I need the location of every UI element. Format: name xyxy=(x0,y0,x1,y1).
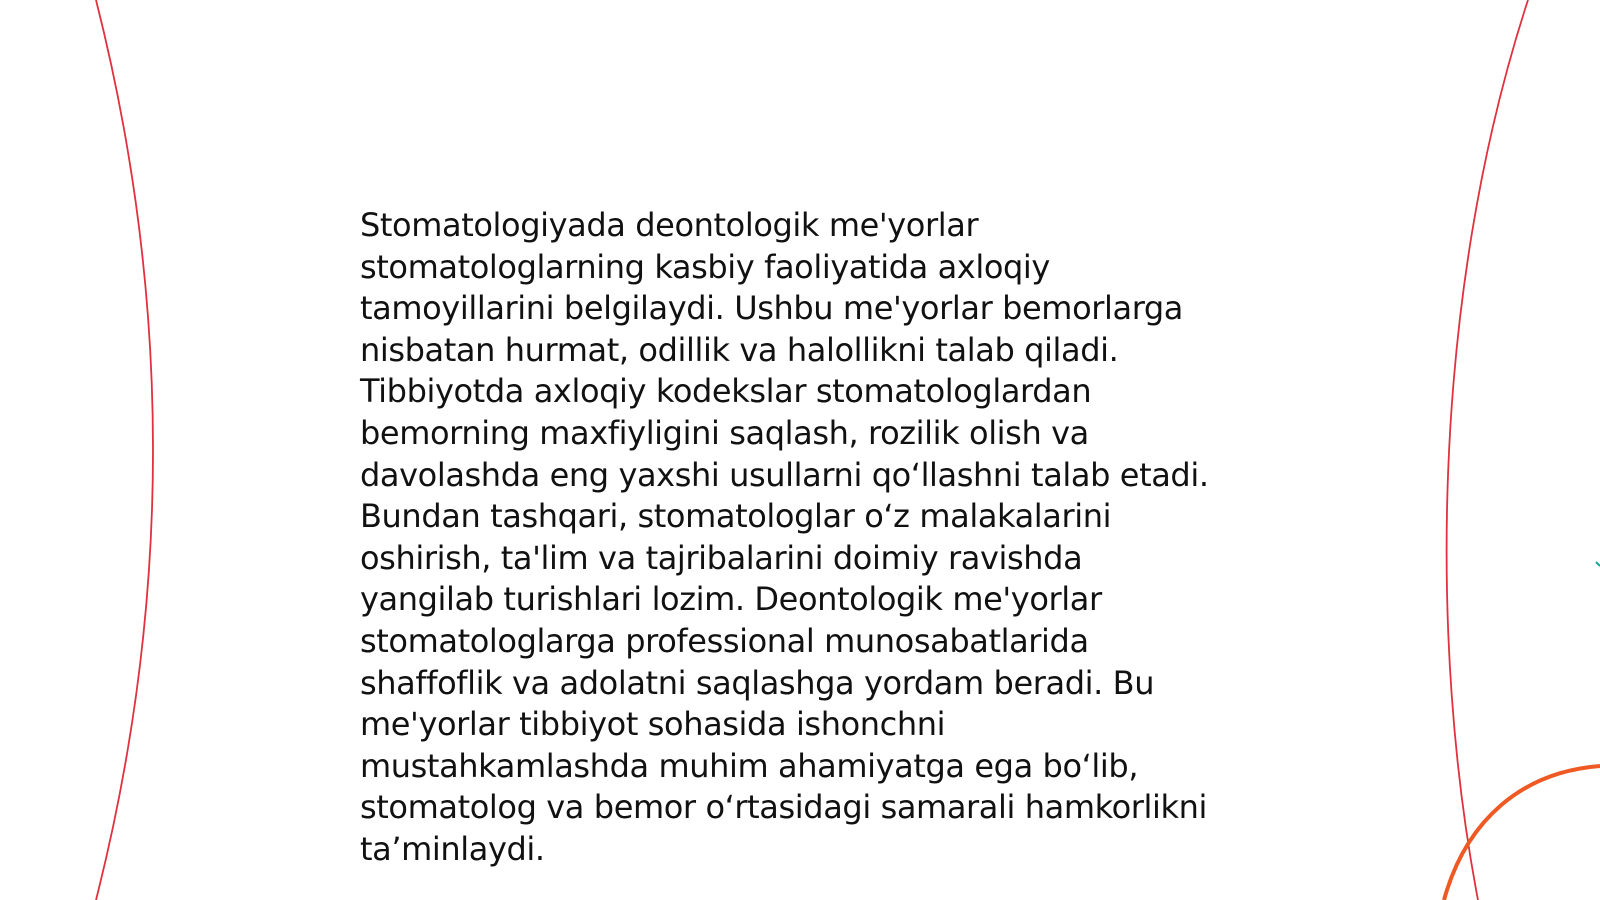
paragraph-line: Stomatologiyada deontologik me'yorlar xyxy=(360,206,979,244)
paragraph-line: stomatologlarga professional munosabatlarida xyxy=(360,621,1089,660)
paragraph-line: bemorning maxfiyligini saqlash, rozilik olish va xyxy=(360,413,1089,452)
paragraph-line: ta’minlaydi. xyxy=(360,829,545,868)
paragraph-line: Tibbiyotda axloqiy kodekslar stomatologlardan xyxy=(360,372,1092,411)
paragraph-line: shaffoflik va adolatni saqlashga yordam beradi. Bu xyxy=(360,663,1155,702)
paragraph-line: yangilab turishlari lozim. Deontologik me'yorlar xyxy=(360,580,1102,619)
paragraph-line: mustahkamlashda muhim ahamiyatga ega bo‘lib, xyxy=(360,746,1139,785)
paragraph-line: stomatologlarning kasbiy faoliyatida axloqiy xyxy=(360,247,1050,286)
right-arc-line xyxy=(1447,0,1528,900)
paragraph-line: nisbatan hurmat, odillik va halollikni talab qiladi. xyxy=(360,330,1119,369)
paragraph-line: me'yorlar tibbiyot sohasida ishonchni xyxy=(360,705,946,744)
paragraph-line: stomatolog va bemor o‘rtasidagi samarali hamkorlikni xyxy=(360,788,1208,827)
paragraph-line: tamoyillarini belgilaydi. Ushbu me'yorlar bemorlarga xyxy=(360,289,1184,328)
paragraph-line: Bundan tashqari, stomatologlar o‘z malakalarini xyxy=(360,497,1112,536)
body-paragraph xyxy=(360,205,1260,871)
paragraph-line: davolashda eng yaxshi usullarni qo‘llashni talab etadi. xyxy=(360,455,1209,494)
left-arc-line xyxy=(96,0,153,900)
teal-accent-mark xyxy=(1596,562,1600,566)
paragraph-line: oshirish, ta'lim va tajribalarini doimiy ravishda xyxy=(360,538,1083,577)
